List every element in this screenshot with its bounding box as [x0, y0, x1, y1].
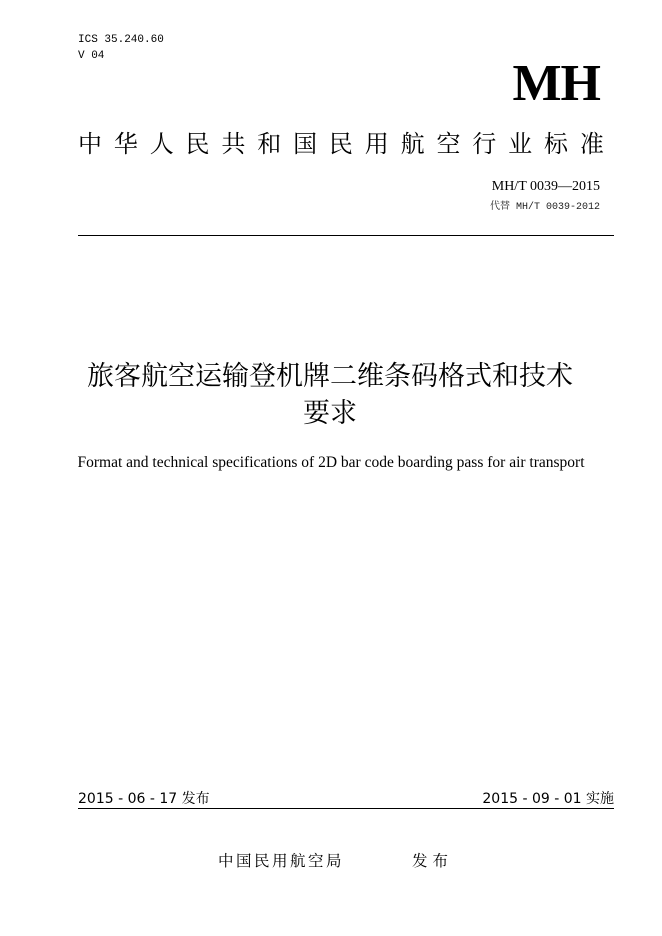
- industry-title-char: 准: [579, 130, 604, 158]
- mh-logo: MH: [512, 55, 600, 112]
- publish-date: 2015 - 06 - 17 发布: [78, 791, 210, 807]
- industry-title-char: 华: [113, 130, 138, 158]
- industry-title-char: 行: [472, 130, 497, 158]
- industry-title-char: 民: [328, 130, 353, 158]
- replaces-standard: 代替 MH/T 0039-2012: [489, 202, 600, 213]
- industry-title-char: 标: [543, 130, 568, 158]
- classification-code: V 04: [78, 50, 105, 62]
- title-line-1: 旅客航空运输登机牌二维条码格式和技术: [87, 361, 573, 392]
- standard-number: MH/T 0039—2015: [491, 179, 600, 194]
- footer-divider: [78, 808, 614, 809]
- issuing-authority: 中国民用航空局: [218, 852, 345, 870]
- industry-title-char: 民: [185, 130, 210, 158]
- industry-title-char: 用: [364, 130, 389, 158]
- industry-title-char: 航: [400, 130, 425, 158]
- industry-title-char: 业: [508, 130, 533, 158]
- industry-title-char: 中: [78, 130, 102, 158]
- document-title-english: Format and technical specifications of 2D bar code boarding pass for air transport: [77, 454, 585, 471]
- issue-label: 发布: [412, 852, 454, 870]
- industry-title-char: 国: [293, 130, 318, 158]
- industry-title-char: 和: [257, 130, 282, 158]
- title-line-2: 要求: [303, 398, 357, 429]
- industry-standard-title: [78, 127, 604, 161]
- industry-title-char: 人: [149, 130, 174, 158]
- industry-title-char: 共: [221, 130, 246, 158]
- document-title-chinese: [60, 358, 600, 432]
- industry-title-char: 空: [436, 130, 461, 158]
- header-divider: [78, 235, 614, 236]
- implementation-date: 2015 - 09 - 01 实施: [482, 791, 614, 807]
- ics-code: ICS 35.240.60: [78, 34, 164, 46]
